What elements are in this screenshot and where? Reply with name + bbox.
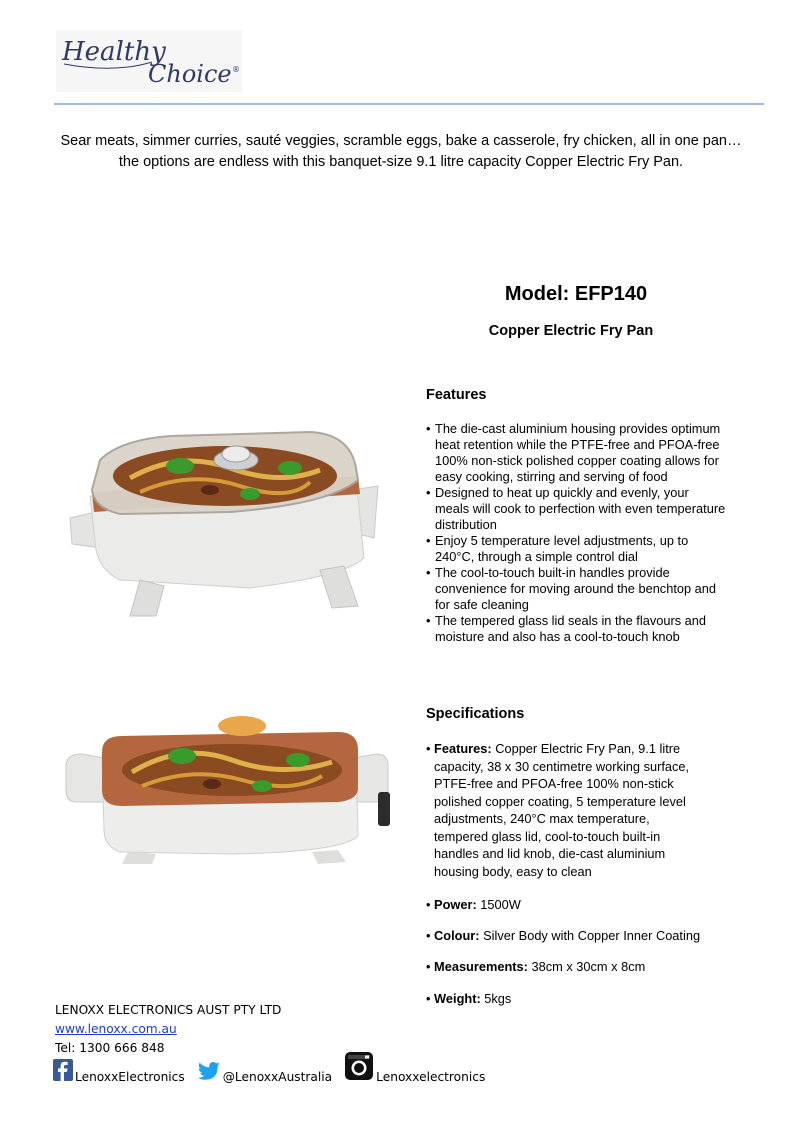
model-number: Model: EFP140: [504, 283, 648, 305]
spec-measurements: • Measurements: 38cm x 30cm x 8cm: [426, 959, 646, 974]
logo-word-choice: Choice: [148, 60, 232, 88]
facebook-link[interactable]: [53, 1059, 185, 1084]
product-photo-open: [62, 706, 396, 866]
intro-line-2: the options are endless with this banquet-size 9.1 litre capacity Copper Electric Fry Pan.: [118, 154, 684, 170]
spec-power-label: Power:: [434, 897, 477, 912]
specifications-heading: Specifications: [426, 706, 525, 722]
spec-features-line: housing body, easy to clean: [434, 863, 592, 879]
instagram-link[interactable]: [344, 1051, 485, 1084]
twitter-handle: @LenoxxAustralia: [222, 1070, 333, 1084]
facebook-handle: LenoxxElectronics: [75, 1070, 185, 1084]
spec-features-line: Copper Electric Fry Pan, 9.1 litre: [495, 741, 681, 756]
brand-logo: [56, 30, 242, 92]
spec-power-value: 1500W: [480, 897, 521, 912]
spec-features-line: adjustments, 240°C max temperature,: [434, 811, 650, 826]
instagram-handle: Lenoxxelectronics: [376, 1070, 486, 1084]
spec-features-label: Features:: [434, 741, 492, 756]
features-list: [426, 421, 726, 645]
spec-features-line: handles and lid knob, die-cast aluminium: [434, 846, 666, 861]
spec-features-line: PTFE-free and PFOA-free 100% non-stick: [434, 776, 674, 791]
feature-item: • Enjoy 5 temperature level adjustments, up to 240°C, through a simple control dial: [426, 533, 726, 565]
feature-item: • The die-cast aluminium housing provides optimum heat retention while the PTFE-free and PFOA-free 100% non-stick polished copper coating allows for easy cooking, stirring and serving of food: [426, 421, 726, 485]
features-heading: Features: [426, 387, 487, 403]
twitter-icon: [197, 1061, 221, 1084]
intro-line-1: Sear meats, simmer curries, sauté veggies, scramble eggs, bake a casserole, fry chicken, all in one pan…: [60, 133, 742, 149]
spec-features-line: tempered glass lid, cool-to-touch built-in: [434, 828, 661, 844]
spec-colour-value: Silver Body with Copper Inner Coating: [483, 928, 701, 943]
footer-website-wrap: [55, 1022, 177, 1036]
header-divider: [54, 103, 764, 105]
spec-features-line: polished copper coating, 5 temperature level: [434, 793, 686, 809]
feature-item: • The cool-to-touch built-in handles provide convenience for moving around the benchtop and for safe cleaning: [426, 565, 726, 613]
spec-weight-label: Weight:: [434, 991, 481, 1006]
twitter-link[interactable]: [197, 1061, 332, 1084]
product-photo-lidded: [60, 420, 386, 625]
product-name: Copper Electric Fry Pan: [488, 323, 654, 339]
footer-company: LENOXX ELECTRONICS AUST PTY LTD: [55, 1003, 282, 1017]
spec-features-line: capacity, 38 x 30 centimetre working surface,: [434, 758, 690, 774]
intro-text: [40, 131, 762, 173]
social-links: [53, 1054, 497, 1084]
spec-colour: • Colour: Silver Body with Copper Inner Coating: [426, 928, 701, 943]
facebook-icon: [53, 1059, 73, 1084]
footer-phone: Tel: 1300 666 848: [55, 1041, 165, 1055]
feature-item: • The tempered glass lid seals in the flavours and moisture and also has a cool-to-touch knob: [426, 613, 726, 645]
spec-weight-value: 5kgs: [484, 991, 512, 1006]
logo-word-healthy: Healthy: [62, 37, 166, 67]
spec-weight: • Weight: 5kgs: [426, 991, 512, 1006]
feature-item: • Designed to heat up quickly and evenly, your meals will cook to perfection with even temperature distribution: [426, 485, 726, 533]
footer-website-link[interactable]: www.lenoxx.com.au: [55, 1022, 177, 1036]
spec-measurements-value: 38cm x 30cm x 8cm: [531, 959, 646, 974]
instagram-icon: [344, 1051, 374, 1084]
spec-measurements-label: Measurements:: [434, 959, 528, 974]
spec-colour-label: Colour:: [434, 928, 480, 943]
registered-mark: ®: [232, 65, 240, 74]
spec-features: • Features: Copper Electric Fry Pan, 9.1 litre capacity, 38 x 30 centimetre working surface, PTFE-free and PFOA-free 100% non-stick polished copper coating, 5 temperature level adjustments, 240°C max temperature, tempered glass lid, cool-to-touch built-in handles and lid knob, die-cast aluminium housing body, easy to clean: [426, 740, 726, 880]
spec-power: • Power: 1500W: [426, 897, 521, 912]
